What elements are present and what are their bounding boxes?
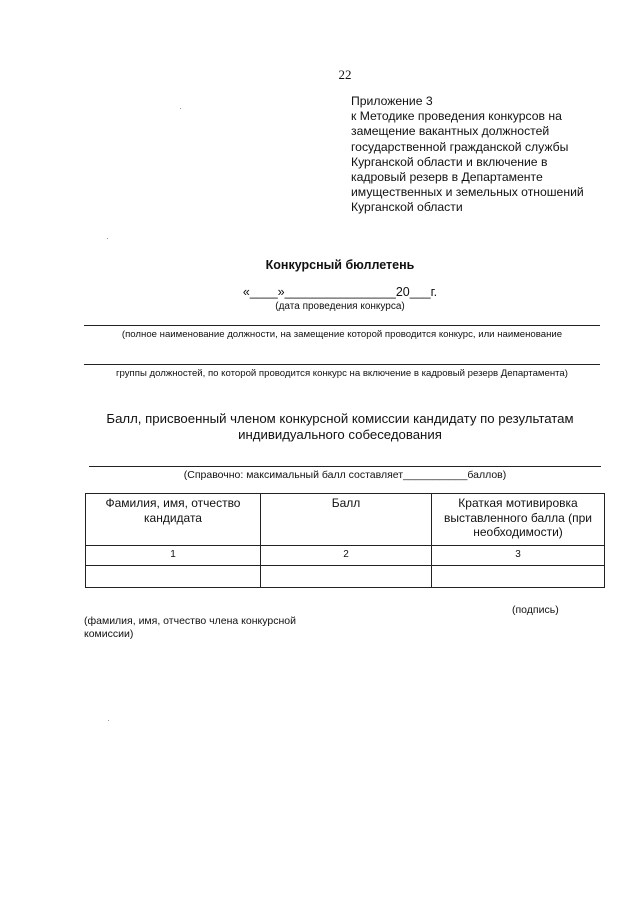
date-field: «____»________________20___г. [242, 285, 438, 299]
header-motivation: Краткая мотивировка выставленного балла (при необходимости) [432, 494, 605, 546]
appendix-line: Курганской области [351, 200, 463, 215]
date-caption: (дата проведения конкурса) [275, 301, 405, 312]
max-score-note: (Справочно: максимальный балл составляет___________баллов) [183, 469, 507, 481]
score-table [85, 493, 605, 588]
table-number-row [86, 546, 605, 566]
column-number: 2 [261, 546, 432, 566]
scan-speck [108, 720, 109, 721]
scan-speck [107, 238, 108, 239]
appendix-line: кадровый резерв в Департаменте [351, 170, 543, 185]
header-score: Балл [261, 494, 432, 546]
table-header-row [86, 494, 605, 546]
position-name-line-2 [84, 364, 600, 365]
appendix-header [351, 94, 621, 216]
column-number: 1 [86, 546, 261, 566]
position-caption-2: группы должностей, по которой проводится конкурс на включение в кадровый резерв Департамента) [116, 368, 568, 379]
appendix-line: к Методике проведения конкурсов на [351, 109, 562, 124]
score-heading-line: Балл, присвоенный членом конкурсной комиссии кандидату по результатам [106, 411, 574, 426]
appendix-line: Приложение 3 [351, 94, 433, 108]
appendix-line: Курганской области и включение в [351, 154, 548, 169]
header-candidate-name: Фамилия, имя, отчество кандидата [86, 494, 261, 546]
scan-speck [180, 108, 181, 109]
score-heading [90, 411, 590, 443]
table-cell-score[interactable] [261, 566, 432, 588]
table-row [86, 566, 605, 588]
page-number: 22 [338, 67, 352, 82]
score-heading-line: индивидуального собеседования [238, 427, 442, 442]
position-caption-1: (полное наименование должности, на замещение которой проводится конкурс, или наименование [121, 329, 563, 340]
signature-label: (подпись) [512, 604, 559, 616]
member-name-caption: (фамилия, имя, отчество члена конкурсной комиссии) [84, 615, 296, 640]
table-cell-motivation[interactable] [432, 566, 605, 588]
appendix-line: имущественных и земельных отношений [351, 185, 584, 200]
appendix-line: государственной гражданской службы [351, 139, 569, 154]
document-title: Конкурсный бюллетень [265, 258, 415, 272]
position-name-line [84, 325, 600, 326]
column-number: 3 [432, 546, 605, 566]
appendix-line: замещение вакантных должностей [351, 124, 550, 139]
table-cell-candidate[interactable] [86, 566, 261, 588]
max-score-line [89, 466, 601, 467]
